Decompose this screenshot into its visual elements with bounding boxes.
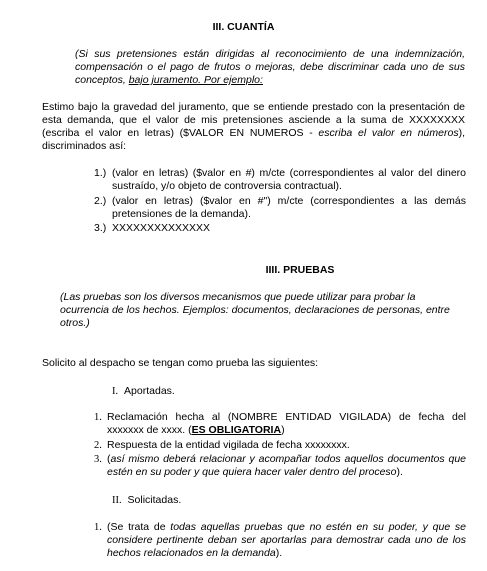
pruebas-instruction-note: (Las pruebas son los diversos mecanismos que puede utilizar para probar la ocurrencia de los hechos. Ejemplos: documentos, declaraciones de personas, entre otros.) [60, 291, 450, 329]
section-title-pruebas: IIII. PRUEBAS [265, 264, 335, 276]
pruebas-intro: Solicito al despacho se tengan como prueba las siguientes: [42, 357, 319, 369]
subheading-solicitadas: II. Solicitadas. [112, 494, 182, 506]
cuantia-item-text: (valor en letras) ($valor en #") m/cte (correspondientes a las demás pretensiones de la demanda). [112, 195, 466, 220]
aportada-item-text: Respuesta de la entidad vigilada de fecha xxxxxxxx. [107, 439, 350, 451]
aportada-item-1: 1. Reclamación hecha al (NOMBRE ENTIDAD VIGILADA) de fecha del xxxxxxx de xxxx. (ES OBLIGATORIA) [94, 411, 466, 436]
section-title-cuantia: III. CUANTÍA [212, 21, 275, 33]
cuantia-item-text: (valor en letras) ($valor en #) m/cte (correspondientes al valor del dinero sustraído, y/o objeto de controversia contractual). [112, 167, 466, 192]
solicitada-item-text: (Se trata de todas aquellas pruebas que no estén en su poder, y que se considere pertinente deban ser aportarlas para demostrar cada uno de los hechos relacionados en la demanda). [107, 521, 467, 559]
cuantia-instruction-note: (Si sus pretensiones están dirigidas al reconocimiento de una indemnización, compensación o el pago de frutos o mejoras, debe discriminar cada uno de sus conceptos, bajo juramento. Por ejemplo: [75, 48, 465, 86]
cuantia-item-2: 2.) (valor en letras) ($valor en #") m/cte (correspondientes a las demás pretensiones de la demanda). [94, 195, 466, 220]
aportada-item-text: (así mismo deberá relacionar y acompañar todos aquellos documentos que estén en su poder y que quiera hacer valer dentro del proceso). [107, 453, 466, 478]
aportada-item-text: Reclamación hecha al (NOMBRE ENTIDAD VIGILADA) de fecha del xxxxxxx de xxxx. (ES OBLIGATORIA) [107, 411, 466, 436]
cuantia-item-1: 1.) (valor en letras) ($valor en #) m/cte (correspondientes al valor del dinero sustraído, y/o objeto de controversia contractual). [94, 167, 466, 192]
subheading-aportadas: I. Aportadas. [112, 385, 175, 397]
cuantia-item-3: 3.) XXXXXXXXXXXXXX [94, 222, 466, 235]
aportada-item-2: 2. Respuesta de la entidad vigilada de fecha xxxxxxxx. [94, 439, 466, 452]
aportada-item-3: 3. (así mismo deberá relacionar y acompañar todos aquellos documentos que estén en su poder y que quiera hacer valer dentro del proceso). [94, 453, 466, 478]
cuantia-item-text: XXXXXXXXXXXXXX [112, 222, 211, 234]
solicitada-item-1: 1. (Se trata de todas aquellas pruebas que no estén en su poder, y que se considere pertinente deban ser aportarlas para demostrar cada uno de los hechos relacionados en la demanda). [94, 521, 467, 559]
cuantia-estimate-paragraph: Estimo bajo la gravedad del juramento, que se entiende prestado con la presentación de esta demanda, que el valor de mis pretensiones asciende a la suma de XXXXXXXX (escriba el valor en letras) ($VALOR EN NUMEROS - escriba el valor en números), discriminados así: [42, 101, 465, 152]
